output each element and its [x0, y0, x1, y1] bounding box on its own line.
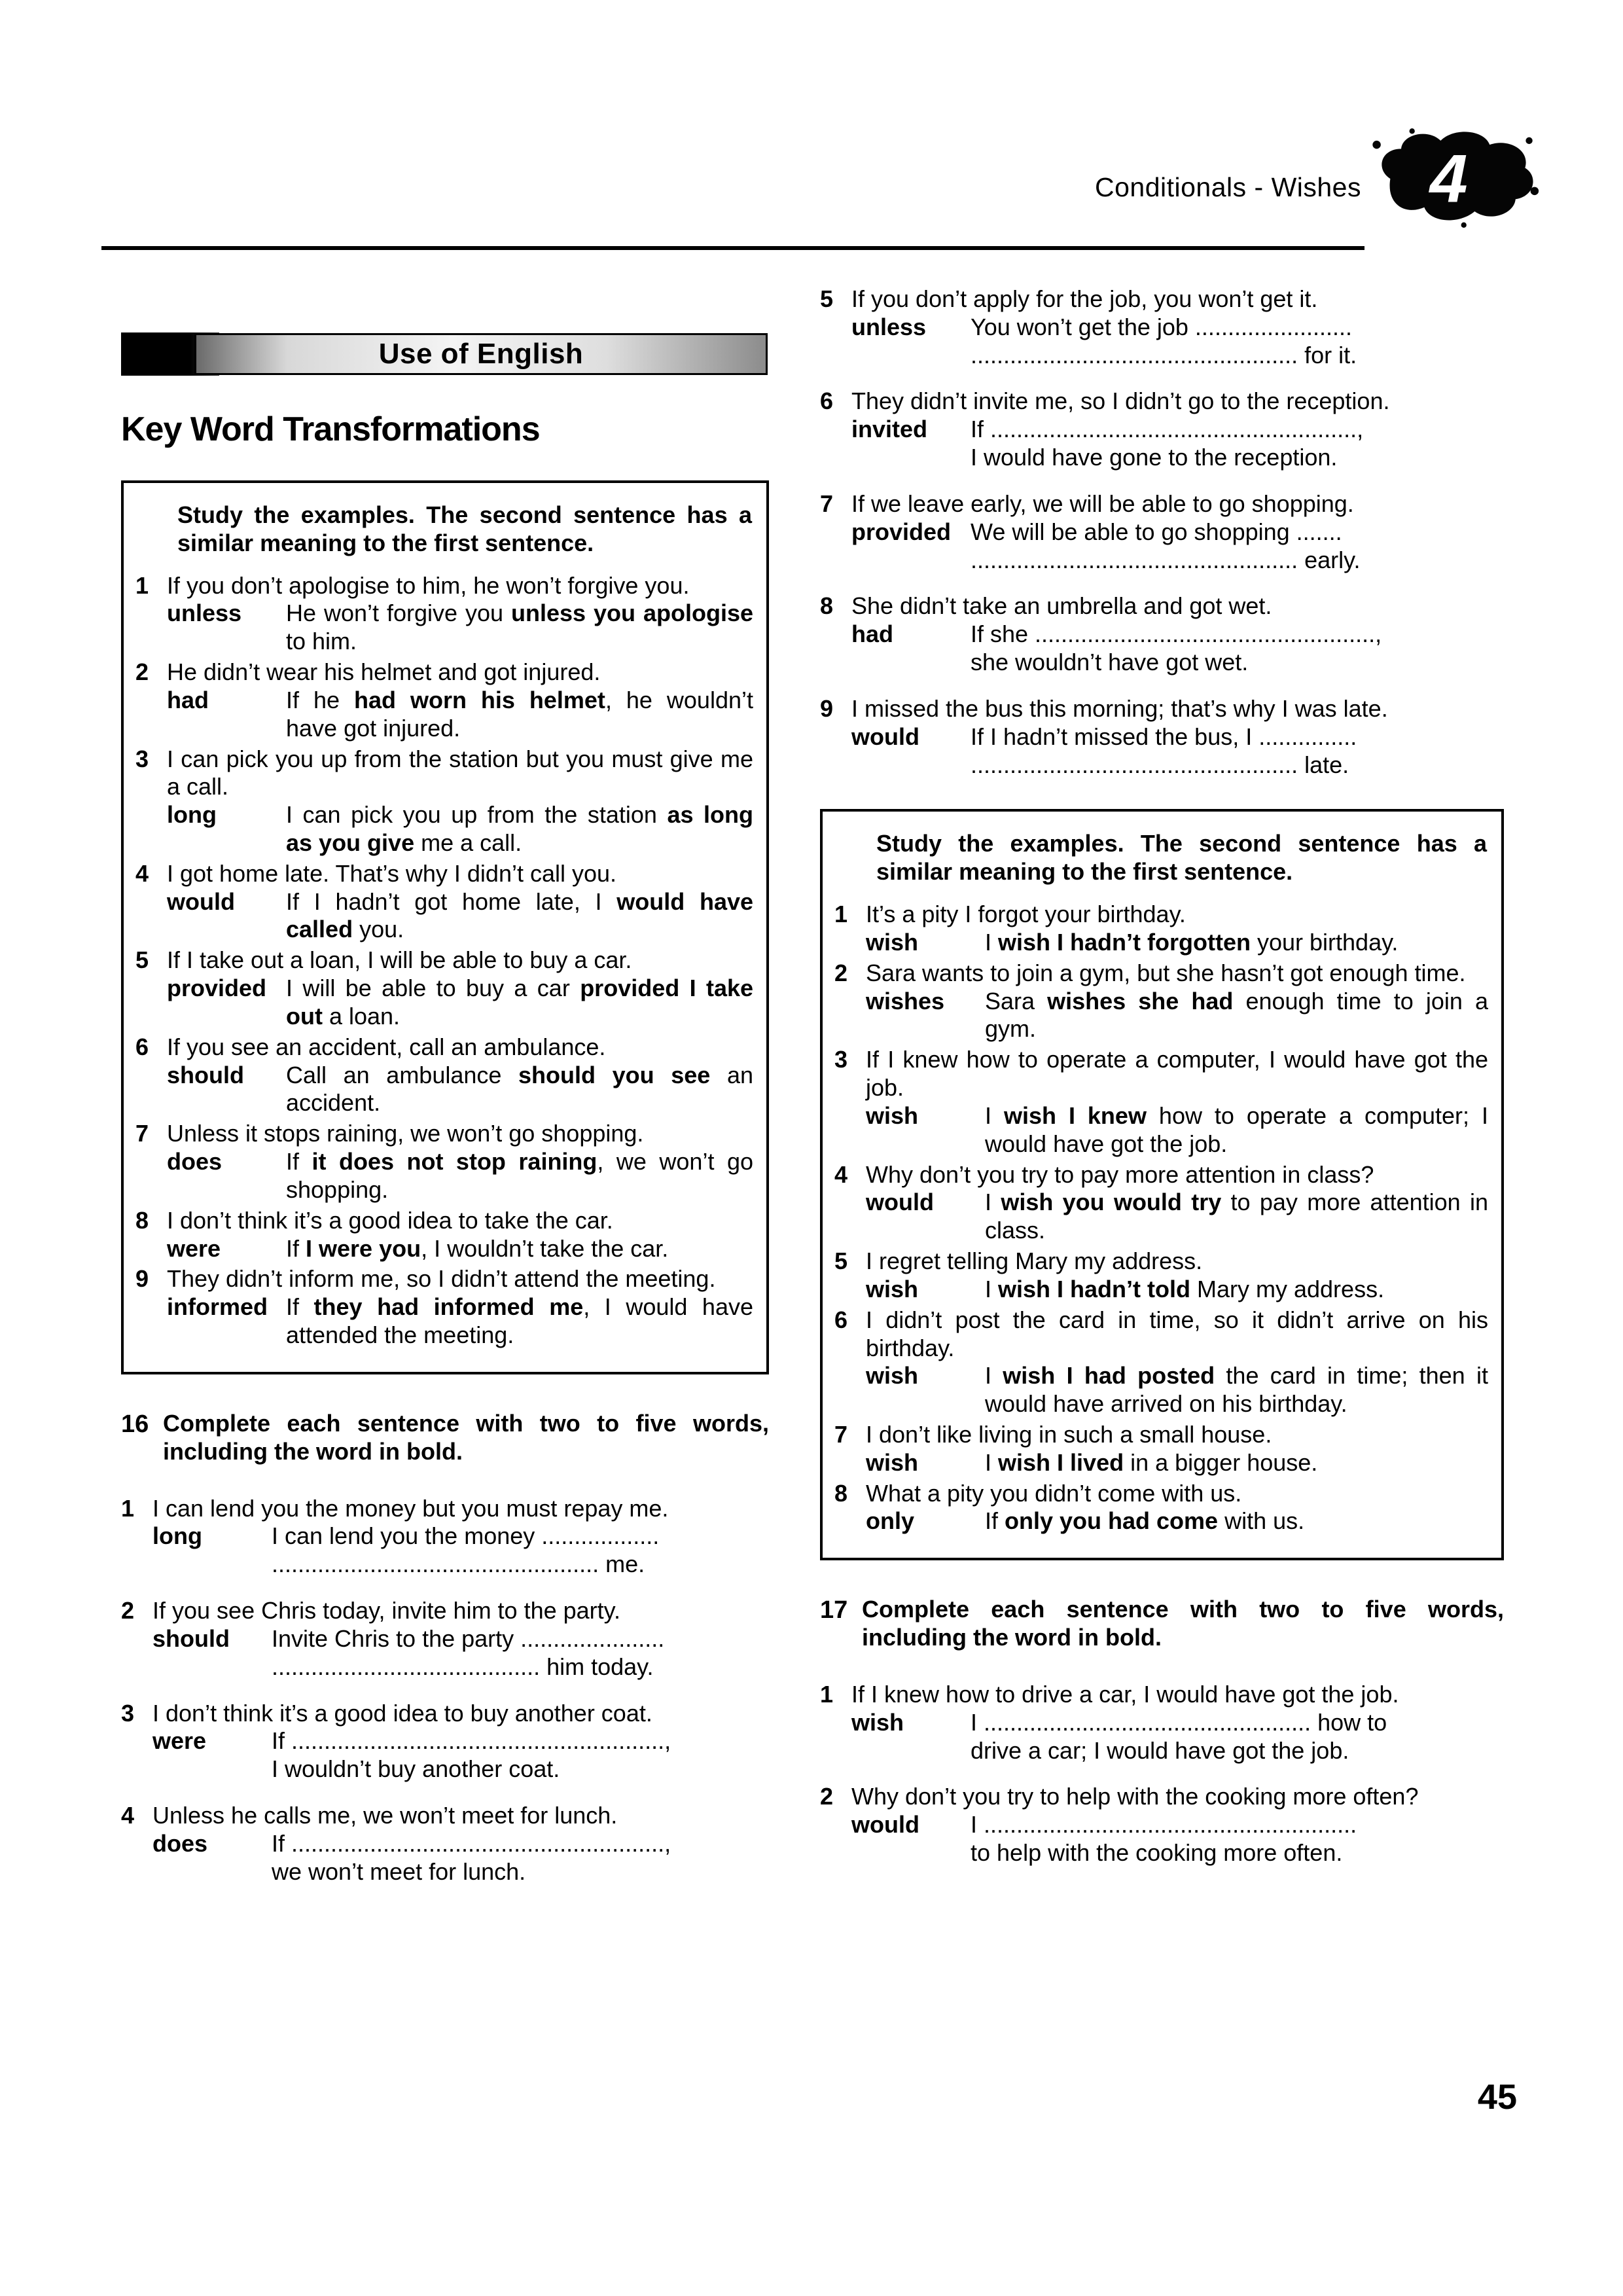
key-row	[866, 1102, 1488, 1158]
answer-area	[971, 1709, 1504, 1765]
item-body	[167, 1120, 753, 1204]
answer-blank-line-2: .................................................. late.	[971, 751, 1349, 778]
exercise-sentence: She didn’t take an umbrella and got wet.	[851, 592, 1272, 620]
example-item	[834, 1046, 1488, 1158]
key-word: were	[167, 1234, 221, 1262]
answer-post-text: , I would have attended the meeting.	[286, 1293, 753, 1349]
key-row	[851, 518, 1504, 575]
left-column	[121, 285, 769, 1904]
key-row	[152, 1625, 769, 1681]
transformed-sentence	[985, 1362, 1488, 1418]
key-word: wish	[866, 1362, 919, 1390]
transformed-sentence	[286, 1235, 753, 1263]
answer-key-phrase: wish I hadn’t forgotten	[998, 928, 1251, 956]
answer-post-text: , we won’t go shopping.	[286, 1148, 753, 1203]
transformed-sentence	[286, 687, 753, 743]
answer-area	[272, 1625, 769, 1681]
first-sentence: If you see an accident, call an ambulance.	[167, 1033, 606, 1060]
first-sentence: I can pick you up from the station but you must give me a call.	[167, 745, 753, 800]
item-body	[866, 1421, 1488, 1477]
unit-number: 4	[1429, 141, 1468, 217]
answer-blank-line-1: If I hadn’t missed the bus, I ...............	[971, 723, 1357, 750]
first-sentence: I didn’t post the card in time, so it didn’t arrive on his birthday.	[866, 1306, 1488, 1361]
item-body	[866, 1247, 1488, 1304]
exercise-item	[820, 695, 1504, 779]
key-word: would	[851, 1811, 919, 1839]
answer-blank-line-2: I would have gone to the reception.	[971, 444, 1338, 471]
key-row	[152, 1830, 769, 1886]
key-word: invited	[851, 416, 928, 443]
page-header	[0, 0, 1623, 257]
item-number: 5	[834, 1247, 848, 1275]
answer-blank-line-2: to help with the cooking more often.	[971, 1839, 1343, 1867]
answer-blank-line-1: Invite Chris to the party ......................	[272, 1624, 665, 1652]
exercise-17-items	[820, 1681, 1504, 1867]
answer-pre-text: If	[985, 1507, 1005, 1535]
answer-pre-text: If I hadn’t got home late, I	[286, 888, 617, 915]
answer-blank-line-2: drive a car; I would have got the job.	[971, 1736, 1349, 1764]
item-number: 8	[135, 1206, 149, 1234]
answer-post-text: , he wouldn’t have got injured.	[286, 686, 753, 742]
answer-post-text: you.	[353, 916, 404, 943]
answer-area	[971, 314, 1504, 370]
item-body	[167, 745, 753, 857]
answer-blank-line-1: If .........................................................,	[272, 1727, 671, 1755]
answer-key-phrase: wish I lived	[998, 1448, 1124, 1476]
key-row	[866, 988, 1488, 1044]
item-number: 9	[135, 1265, 149, 1293]
answer-post-text: an accident.	[286, 1061, 753, 1117]
item-body	[167, 1265, 753, 1349]
key-row	[851, 723, 1504, 780]
answer-key-phrase: it does not stop raining	[312, 1148, 597, 1175]
exercise-instructions: Complete each sentence with two to five words, including the word in bold.	[862, 1596, 1504, 1651]
first-sentence: Sara wants to join a gym, but she hasn’t got enough time.	[866, 959, 1466, 986]
answer-blank-line-2: I wouldn’t buy another coat.	[272, 1755, 560, 1783]
answer-post-text: a loan.	[322, 1002, 401, 1030]
item-number: 3	[135, 745, 149, 772]
example-item	[135, 946, 753, 1030]
exercise-16-items-right	[820, 285, 1504, 779]
key-row	[851, 620, 1504, 677]
key-row	[851, 1811, 1504, 1867]
answer-blank-line-2: .................................................. early.	[971, 546, 1361, 573]
key-word: should	[152, 1624, 230, 1652]
exercise-sentence: If we leave early, we will be able to go shopping.	[851, 490, 1354, 517]
study-box-title: Study the examples. The second sentence has a similar meaning to the first sentence.	[876, 830, 1487, 886]
answer-pre-text: Sara	[985, 987, 1048, 1014]
item-number: 3	[121, 1699, 135, 1727]
item-number: 2	[820, 1783, 834, 1810]
key-row	[167, 687, 753, 743]
answer-pre-text: He won’t forgive you	[286, 600, 511, 627]
answer-pre-text: I will be able to buy a car	[286, 975, 580, 1002]
key-word: wish	[866, 928, 919, 956]
key-row	[152, 1727, 769, 1784]
example-item	[135, 1265, 753, 1349]
key-row	[851, 1709, 1504, 1765]
example-item	[135, 1120, 753, 1204]
key-row	[167, 1062, 753, 1118]
item-number: 5	[135, 946, 149, 974]
item-body	[851, 592, 1504, 676]
item-body	[152, 1802, 769, 1886]
item-number: 7	[820, 490, 834, 517]
answer-area	[272, 1727, 769, 1784]
key-word: were	[152, 1727, 207, 1755]
item-number: 1	[121, 1494, 135, 1522]
study-box-2	[820, 809, 1504, 1560]
answer-post-text: Mary my address.	[1190, 1275, 1385, 1302]
answer-pre-text: Call an ambulance	[286, 1061, 519, 1088]
key-row	[866, 1449, 1488, 1477]
exercise-16-header	[121, 1410, 769, 1466]
example-item	[135, 1033, 753, 1117]
answer-blank-line-1: You won’t get the job ........................	[971, 313, 1352, 340]
key-row	[866, 929, 1488, 957]
answer-blank-line-1: If .........................................................,	[272, 1829, 671, 1857]
answer-pre-text: If	[286, 1148, 312, 1175]
answer-blank-line-1: I can lend you the money ..................	[272, 1522, 660, 1550]
first-sentence: He didn’t wear his helmet and got injured.	[167, 658, 601, 686]
answer-key-phrase: I were you	[306, 1234, 421, 1262]
key-row	[167, 600, 753, 656]
transformed-sentence	[985, 1449, 1488, 1477]
key-row	[167, 1293, 753, 1350]
exercise-item	[820, 285, 1504, 369]
item-number: 3	[834, 1046, 848, 1073]
item-body	[152, 1597, 769, 1681]
key-row	[152, 1522, 769, 1579]
answer-pre-text: I	[985, 1189, 1001, 1216]
answer-pre-text: I can pick you up from the station	[286, 801, 668, 829]
answer-key-phrase: wish I hadn’t told	[998, 1275, 1190, 1302]
first-sentence: What a pity you didn’t come with us.	[866, 1479, 1242, 1507]
item-body	[866, 1161, 1488, 1245]
answer-key-phrase: would have called	[286, 888, 754, 943]
item-body	[851, 285, 1504, 369]
answer-key-phrase: provided I take out	[286, 975, 754, 1030]
item-body	[167, 572, 753, 656]
item-number: 2	[834, 959, 848, 986]
item-number: 6	[834, 1306, 848, 1333]
item-body	[152, 1495, 769, 1579]
study-box-1	[121, 480, 769, 1374]
item-number: 1	[834, 901, 848, 928]
key-word: unless	[167, 600, 242, 627]
transformed-sentence	[985, 1276, 1488, 1304]
answer-blank-line-1: We will be able to go shopping .......	[971, 518, 1342, 545]
key-word: would	[866, 1189, 934, 1216]
example-item	[834, 1421, 1488, 1477]
transformed-sentence	[985, 988, 1488, 1044]
answer-blank-line-2: ......................................... him today.	[272, 1653, 654, 1680]
answer-post-text: your birthday.	[1250, 928, 1399, 956]
key-word: long	[152, 1522, 202, 1550]
answer-pre-text: If	[286, 1234, 306, 1262]
exercise-item	[121, 1495, 769, 1579]
chapter-title: Conditionals - Wishes	[1095, 172, 1361, 202]
transformed-sentence	[286, 801, 753, 857]
answer-area	[272, 1522, 769, 1579]
exercise-sentence: If you see Chris today, invite him to the party.	[152, 1597, 620, 1624]
answer-key-phrase: should you see	[518, 1061, 711, 1088]
exercise-instructions: Complete each sentence with two to five words, including the word in bold.	[163, 1409, 769, 1465]
exercise-item	[820, 1783, 1504, 1867]
key-word: does	[152, 1829, 208, 1857]
exercise-item	[820, 387, 1504, 471]
answer-area	[971, 518, 1504, 575]
answer-key-phrase: wishes she had	[1047, 987, 1234, 1014]
answer-area	[272, 1830, 769, 1886]
key-word: had	[851, 620, 894, 648]
answer-key-phrase: wish you would try	[1001, 1189, 1222, 1216]
key-row	[866, 1507, 1488, 1535]
answer-key-phrase: only you had come	[1005, 1507, 1219, 1535]
banner-box	[194, 333, 768, 375]
item-body	[167, 1033, 753, 1117]
item-number: 6	[135, 1033, 149, 1060]
item-body	[866, 901, 1488, 957]
exercise-item	[820, 592, 1504, 676]
transformed-sentence	[286, 975, 753, 1031]
answer-post-text: me a call.	[414, 829, 522, 856]
exercise-sentence: I missed the bus this morning; that’s why I was late.	[851, 694, 1388, 722]
first-sentence: They didn’t inform me, so I didn’t attend the meeting.	[167, 1265, 716, 1293]
study-box-title: Study the examples. The second sentence has a similar meaning to the first sentence.	[177, 501, 752, 556]
item-body	[851, 490, 1504, 574]
exercise-number: 16	[121, 1410, 149, 1438]
transformed-sentence	[286, 600, 753, 656]
item-body	[851, 695, 1504, 779]
item-body	[167, 946, 753, 1030]
content-columns	[0, 285, 1623, 1904]
example-item	[834, 1247, 1488, 1304]
exercise-number: 17	[820, 1596, 848, 1624]
answer-pre-text: If	[286, 1293, 314, 1321]
transformed-sentence	[985, 1102, 1488, 1158]
exercise-sentence: If you don’t apply for the job, you won’t get it.	[851, 285, 1318, 312]
first-sentence: If I knew how to operate a computer, I would have got the job.	[866, 1046, 1488, 1102]
transformed-sentence	[286, 1148, 753, 1204]
item-number: 4	[135, 859, 149, 887]
item-number: 1	[820, 1680, 834, 1708]
item-number: 8	[834, 1479, 848, 1507]
item-number: 2	[135, 658, 149, 686]
example-list-1	[135, 572, 753, 1350]
first-sentence: Why don’t you try to pay more attention in class?	[866, 1160, 1374, 1188]
exercise-sentence: Unless he calls me, we won’t meet for lunch.	[152, 1802, 618, 1829]
key-row	[167, 1148, 753, 1204]
exercise-item	[121, 1700, 769, 1784]
key-word: would	[167, 888, 235, 915]
item-number: 4	[121, 1802, 135, 1829]
ink-splash-icon	[1363, 126, 1541, 228]
answer-blank-line-1: I .........................................................	[971, 1811, 1357, 1839]
item-body	[866, 960, 1488, 1043]
key-word: informed	[167, 1293, 268, 1321]
answer-pre-text: I	[985, 1102, 1004, 1129]
key-row	[866, 1189, 1488, 1245]
right-column	[820, 285, 1504, 1904]
first-sentence: I don’t think it’s a good idea to take the car.	[167, 1206, 613, 1234]
transformed-sentence	[286, 888, 753, 944]
item-body	[152, 1700, 769, 1784]
exercise-sentence: I can lend you the money but you must repay me.	[152, 1494, 669, 1522]
answer-pre-text: I	[985, 1362, 1003, 1390]
item-body	[167, 658, 753, 742]
answer-post-text: to pay more attention in class.	[985, 1189, 1488, 1244]
key-word: unless	[851, 313, 927, 340]
example-item	[135, 1207, 753, 1263]
answer-pre-text: I	[985, 1448, 999, 1476]
use-of-english-banner	[121, 332, 769, 376]
answer-post-text: with us.	[1218, 1507, 1305, 1535]
exercise-sentence: Why don’t you try to help with the cooking more often?	[851, 1783, 1419, 1810]
item-number: 6	[820, 387, 834, 415]
key-row	[866, 1276, 1488, 1304]
answer-pre-text: I	[985, 1275, 999, 1302]
answer-area	[971, 620, 1504, 677]
answer-blank-line-1: I .................................................. how to	[971, 1708, 1387, 1736]
item-number: 1	[135, 571, 149, 599]
exercise-sentence: If I knew how to drive a car, I would have got the job.	[851, 1680, 1399, 1708]
answer-key-phrase: wish I had posted	[1003, 1362, 1215, 1390]
item-body	[851, 1681, 1504, 1765]
key-row	[851, 416, 1504, 472]
key-word: does	[167, 1148, 223, 1175]
answer-post-text: the card in time; then it would have arrived on his birthday.	[985, 1362, 1488, 1418]
key-word: wish	[851, 1708, 904, 1736]
item-number: 7	[135, 1120, 149, 1147]
key-row	[851, 314, 1504, 370]
key-word: only	[866, 1507, 915, 1535]
answer-blank-line-1: If she ....................................................,	[971, 620, 1382, 648]
key-word: provided	[167, 975, 267, 1002]
key-word: wish	[866, 1275, 919, 1302]
first-sentence: I regret telling Mary my address.	[866, 1247, 1203, 1275]
key-word: long	[167, 801, 217, 829]
answer-key-phrase: wish I knew	[1003, 1102, 1147, 1129]
exercise-sentence: I don’t think it’s a good idea to buy another coat.	[152, 1699, 652, 1727]
answer-post-text: enough time to join a gym.	[985, 987, 1488, 1043]
item-number: 9	[820, 694, 834, 722]
first-sentence: I don’t like living in such a small house.	[866, 1420, 1272, 1448]
transformed-sentence	[985, 1189, 1488, 1245]
key-word: had	[167, 686, 209, 713]
answer-key-phrase: they had informed me	[313, 1293, 584, 1321]
example-item	[135, 860, 753, 944]
example-item	[135, 658, 753, 742]
item-body	[866, 1306, 1488, 1418]
answer-blank-line-2: .................................................. me.	[272, 1551, 645, 1578]
item-body	[851, 1783, 1504, 1867]
key-row	[167, 975, 753, 1031]
example-item	[135, 572, 753, 656]
key-word: wish	[866, 1102, 919, 1129]
answer-blank-line-1: If ........................................................,	[971, 416, 1364, 443]
answer-blank-line-2: she wouldn’t have got wet.	[971, 649, 1249, 676]
exercise-16-items-left	[121, 1495, 769, 1886]
answer-area	[971, 416, 1504, 472]
key-word: provided	[851, 518, 952, 545]
key-word: wishes	[866, 987, 945, 1014]
example-item	[834, 1306, 1488, 1418]
item-number: 8	[820, 592, 834, 620]
answer-post-text: how to operate a computer; I would have got the job.	[985, 1102, 1488, 1157]
key-word: would	[851, 723, 919, 750]
exercise-item	[820, 490, 1504, 574]
example-item	[834, 960, 1488, 1043]
first-sentence: It’s a pity I forgot your birthday.	[866, 901, 1186, 928]
answer-pre-text: If he	[286, 686, 354, 713]
key-row	[167, 1235, 753, 1263]
item-number: 7	[834, 1420, 848, 1448]
section-heading: Key Word Transformations	[121, 410, 540, 448]
item-body	[167, 860, 753, 944]
item-number: 4	[834, 1160, 848, 1188]
example-list-2	[834, 901, 1488, 1535]
key-word: wish	[866, 1448, 919, 1476]
exercise-sentence: They didn’t invite me, so I didn’t go to the reception.	[851, 387, 1390, 415]
answer-key-phrase: as long as you give	[286, 801, 753, 856]
item-body	[851, 387, 1504, 471]
answer-blank-line-2: .................................................. for it.	[971, 341, 1357, 368]
key-row	[167, 888, 753, 944]
item-number: 5	[820, 285, 834, 312]
item-number: 2	[121, 1597, 135, 1624]
item-body	[866, 1480, 1488, 1536]
first-sentence: If I take out a loan, I will be able to buy a car.	[167, 946, 632, 974]
example-item	[834, 901, 1488, 957]
answer-key-phrase: had worn his helmet	[353, 686, 605, 713]
answer-pre-text: I	[985, 928, 999, 956]
first-sentence: I got home late. That’s why I didn’t call you.	[167, 859, 617, 887]
answer-post-text: , I wouldn’t take the car.	[421, 1234, 669, 1262]
page-number: 45	[1477, 2077, 1517, 2117]
answer-blank-line-2: we won’t meet for lunch.	[272, 1857, 526, 1885]
header-divider	[101, 246, 1364, 250]
example-item	[834, 1161, 1488, 1245]
transformed-sentence	[985, 929, 1488, 957]
key-row	[866, 1362, 1488, 1418]
exercise-item	[121, 1597, 769, 1681]
answer-area	[971, 723, 1504, 780]
example-item	[135, 745, 753, 857]
transformed-sentence	[286, 1062, 753, 1118]
first-sentence: Unless it stops raining, we won’t go shopping.	[167, 1120, 644, 1147]
transformed-sentence	[286, 1293, 753, 1350]
item-body	[167, 1207, 753, 1263]
answer-post-text: to him.	[286, 628, 357, 655]
key-word: should	[167, 1061, 244, 1088]
answer-post-text: in a bigger house.	[1124, 1448, 1318, 1476]
example-item	[834, 1480, 1488, 1536]
first-sentence: If you don’t apologise to him, he won’t forgive you.	[167, 571, 690, 599]
answer-key-phrase: unless you apologise	[511, 600, 753, 627]
transformed-sentence	[985, 1507, 1488, 1535]
answer-area	[971, 1811, 1504, 1867]
exercise-17-header	[820, 1596, 1504, 1652]
exercise-item	[820, 1681, 1504, 1765]
exercise-item	[121, 1802, 769, 1886]
banner-title: Use of English	[378, 337, 584, 370]
key-row	[167, 801, 753, 857]
item-body	[866, 1046, 1488, 1158]
